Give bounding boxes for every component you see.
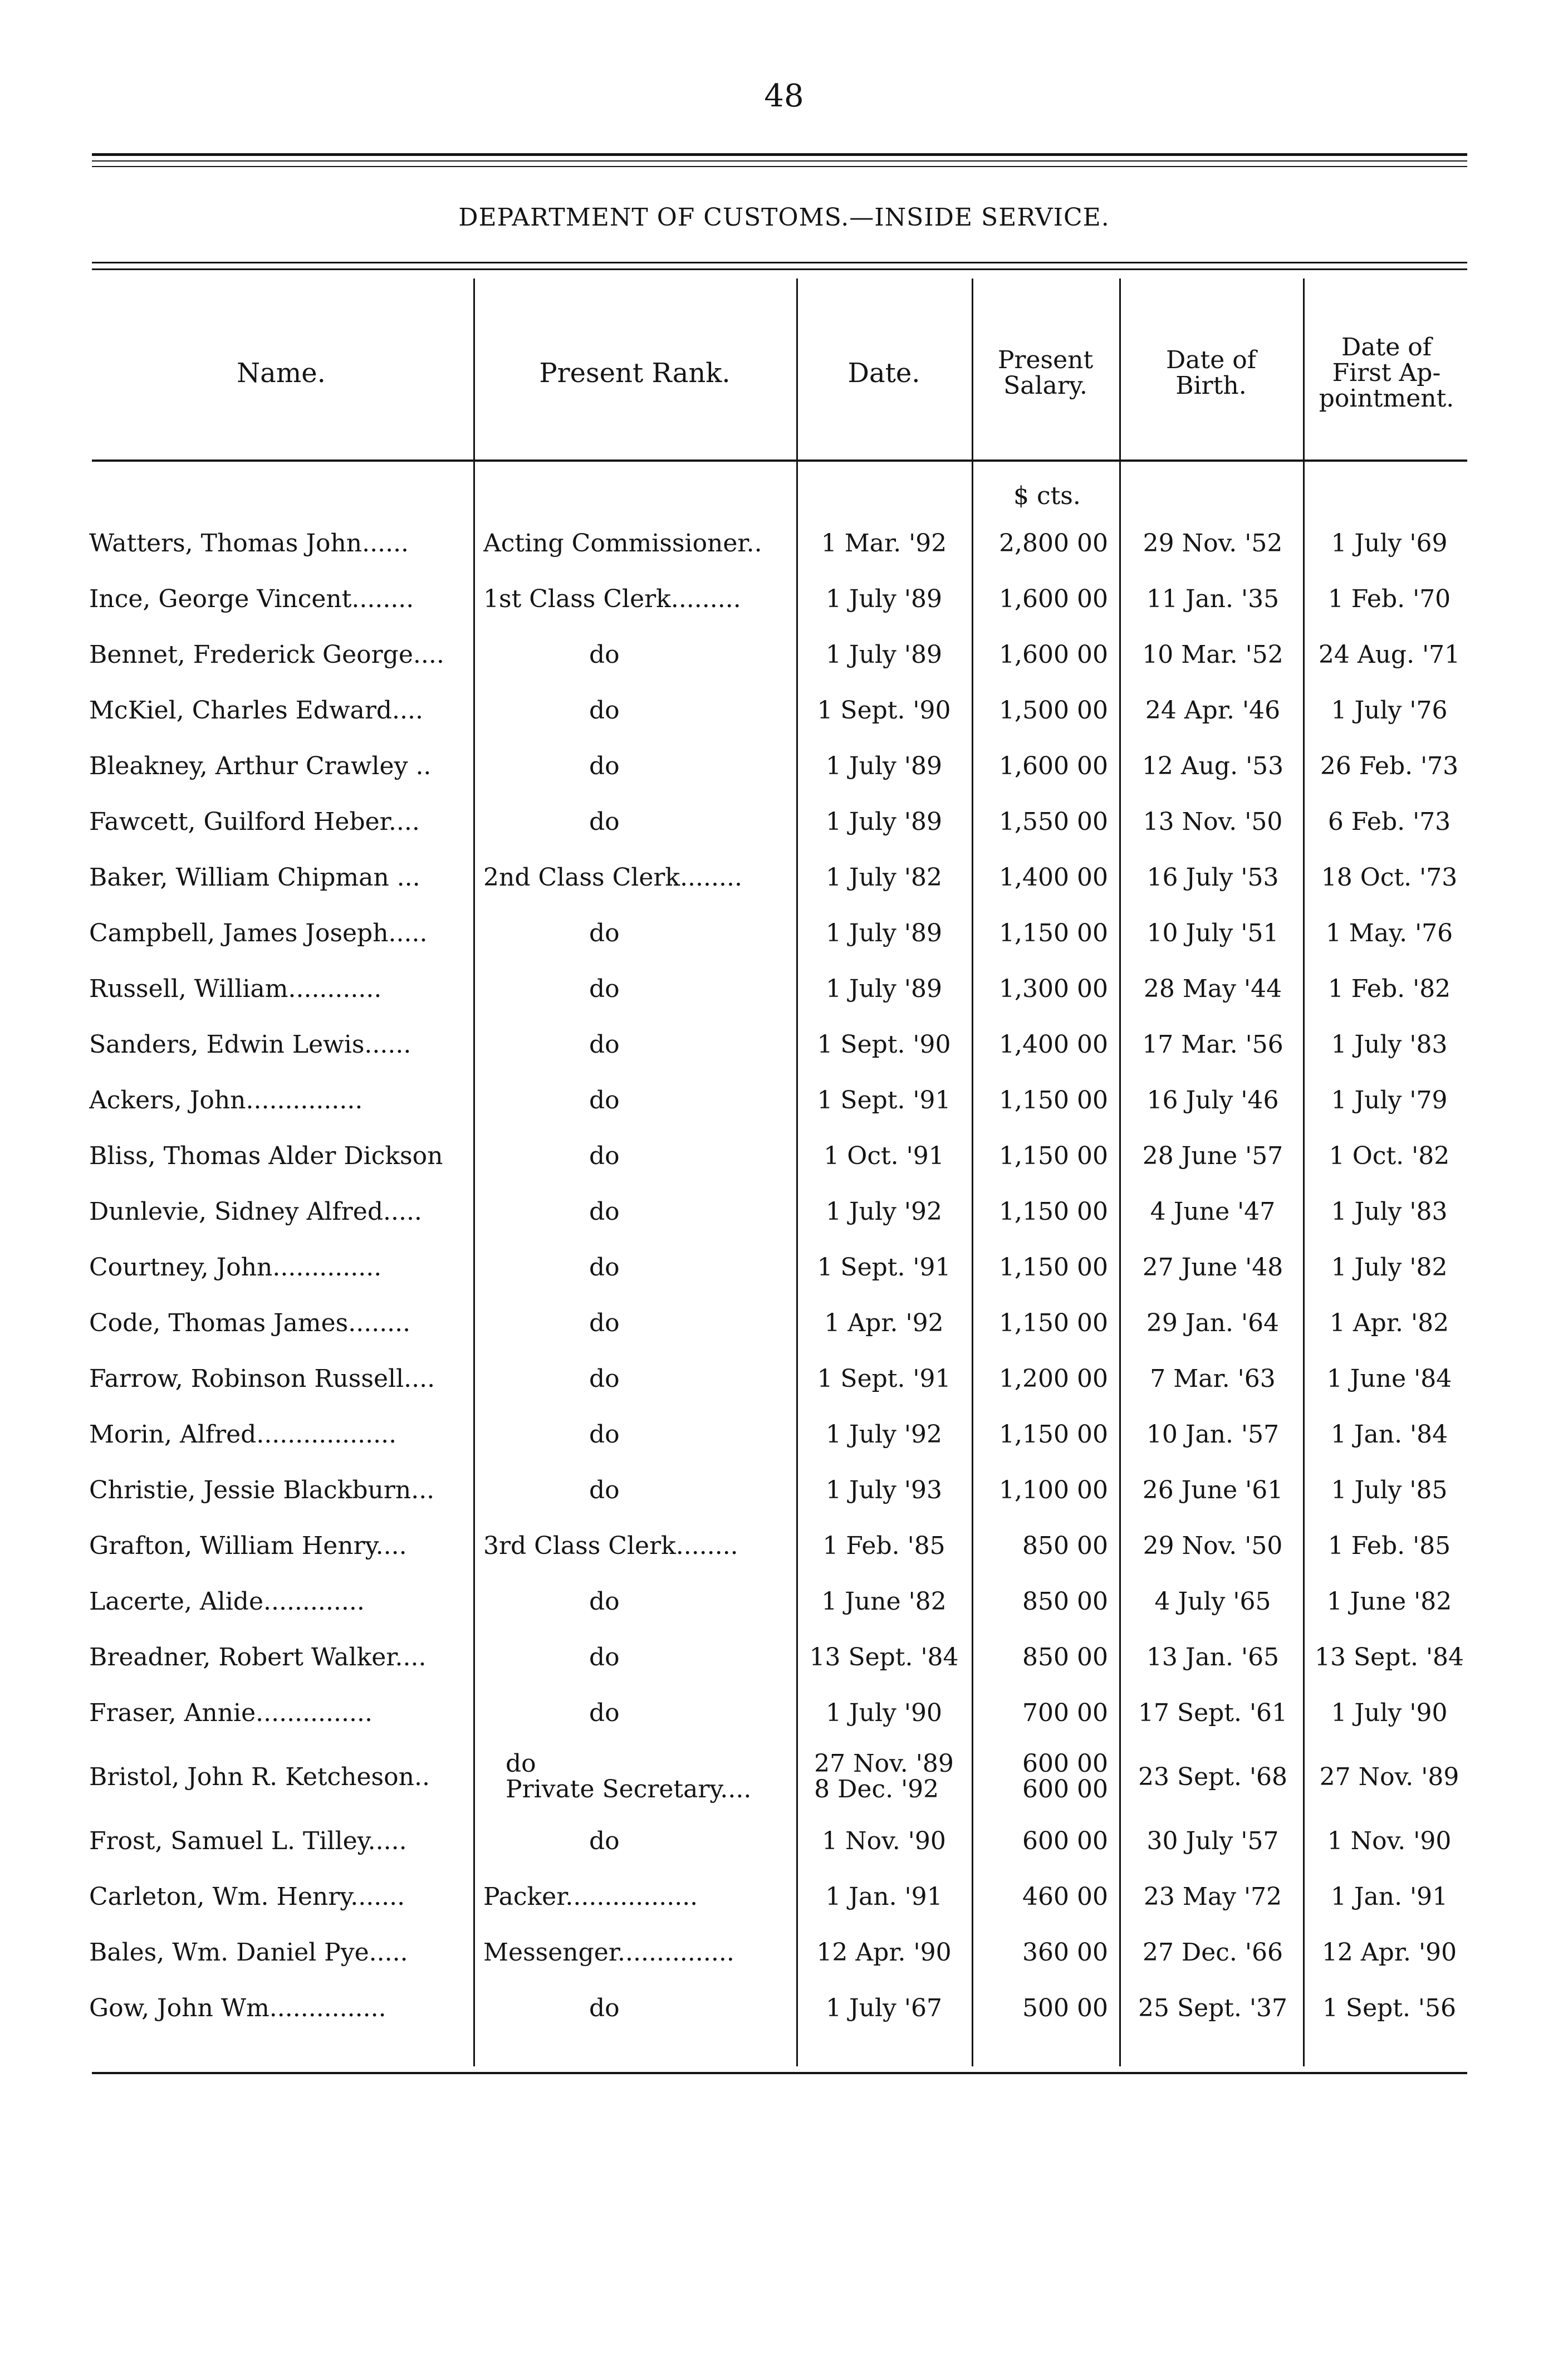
rank-date: 1 Oct. '91 — [824, 1141, 944, 1170]
present-rank: Messenger............... — [483, 1938, 734, 1967]
first-appointment: 18 Oct. '73 — [1321, 863, 1458, 892]
employee-name: Bennet, Frederick George.... — [89, 640, 444, 669]
first-appointment: 1 Feb. '82 — [1327, 974, 1451, 1003]
present-rank: 2nd Class Clerk........ — [483, 863, 742, 892]
employee-name: Courtney, John.............. — [89, 1253, 382, 1282]
table-row — [0, 1128, 1568, 1184]
present-rank: do — [589, 1643, 620, 1671]
present-salary: 1,600 00 — [999, 640, 1108, 669]
present-rank — [483, 1741, 792, 1813]
first-appointment: 1 July '76 — [1331, 696, 1448, 725]
table-row — [0, 1813, 1568, 1869]
date-of-birth: 24 Apr. '46 — [1145, 696, 1281, 725]
rank-date — [807, 1741, 961, 1813]
date-of-birth: 28 May '44 — [1143, 974, 1282, 1003]
rank-date: 1 July '89 — [826, 640, 942, 669]
date-of-birth: 11 Jan. '35 — [1146, 584, 1280, 613]
header-top-rule — [92, 262, 1467, 263]
table-row — [0, 905, 1568, 961]
rank-date: 1 Mar. '92 — [821, 529, 947, 558]
rank-date: 1 July '92 — [826, 1197, 942, 1226]
rank-date: 13 Sept. '84 — [809, 1643, 959, 1671]
present-rank: do — [589, 696, 620, 725]
first-appointment: 1 Oct. '82 — [1329, 1141, 1450, 1170]
rank-line: do — [506, 1749, 536, 1778]
present-rank: do — [589, 1364, 620, 1393]
date-of-birth: 28 June '57 — [1142, 1141, 1283, 1170]
date-of-birth: 26 June '61 — [1142, 1475, 1283, 1504]
rank-group — [483, 1751, 751, 1802]
date-of-birth: 13 Jan. '65 — [1146, 1643, 1280, 1671]
rank-date: 1 Sept. '90 — [817, 1030, 951, 1059]
present-rank: do — [589, 751, 620, 780]
present-salary: 1,150 00 — [999, 1086, 1108, 1114]
employee-name: McKiel, Charles Edward.... — [89, 696, 423, 725]
rank-date: 1 July '90 — [826, 1698, 942, 1727]
rank-date: 1 July '89 — [826, 751, 942, 780]
present-rank: 1st Class Clerk......... — [483, 584, 741, 613]
first-appointment: 1 June '84 — [1326, 1364, 1452, 1393]
date-of-birth: 27 June '48 — [1142, 1253, 1283, 1282]
rank-date: 1 Feb. '85 — [822, 1531, 945, 1560]
present-salary: 1,150 00 — [999, 1420, 1108, 1449]
present-salary: 360 00 — [1022, 1938, 1108, 1967]
first-appointment: 1 July '83 — [1331, 1197, 1448, 1226]
present-salary: 1,150 00 — [999, 1308, 1108, 1337]
date-of-birth: 10 Mar. '52 — [1142, 640, 1283, 669]
date-of-birth: 13 Nov. '50 — [1143, 807, 1283, 836]
date-of-birth: 23 May '72 — [1143, 1882, 1282, 1911]
employee-name: Dunlevie, Sidney Alfred..... — [89, 1197, 422, 1226]
present-salary: 1,150 00 — [999, 1141, 1108, 1170]
date-of-birth: 29 Nov. '50 — [1143, 1531, 1283, 1560]
top-rule — [92, 153, 1467, 156]
first-appointment: 1 Feb. '70 — [1327, 584, 1451, 613]
employee-name: Russell, William............ — [89, 974, 382, 1003]
table-row — [0, 1629, 1568, 1685]
salary-group — [1022, 1751, 1108, 1802]
present-rank: Packer................. — [483, 1882, 698, 1911]
rank-date: 1 July '89 — [826, 918, 942, 947]
date-of-birth: 27 Dec. '66 — [1143, 1938, 1283, 1967]
date-line: 8 Dec. '92 — [814, 1775, 939, 1803]
header-name: Name. — [237, 358, 326, 389]
present-salary — [980, 1741, 1108, 1813]
present-salary: 1,500 00 — [999, 696, 1108, 725]
present-rank: 3rd Class Clerk........ — [483, 1531, 738, 1560]
employee-name: Lacerte, Alide............. — [89, 1587, 365, 1616]
present-salary: 2,800 00 — [999, 529, 1108, 558]
table-bottom-rule — [92, 2072, 1467, 2074]
present-salary: 1,550 00 — [999, 807, 1108, 836]
first-appointment: 13 Sept. '84 — [1314, 1643, 1464, 1671]
employee-name: Fraser, Annie............... — [89, 1698, 373, 1727]
present-salary: 1,200 00 — [999, 1364, 1108, 1393]
header-bottom-rule — [92, 460, 1467, 462]
present-rank: do — [589, 1141, 620, 1170]
rank-date: 1 July '89 — [826, 584, 942, 613]
table-row — [0, 1016, 1568, 1072]
present-rank: do — [589, 1086, 620, 1114]
date-of-birth: 29 Jan. '64 — [1146, 1308, 1280, 1337]
rank-line: Private Secretary.... — [506, 1775, 752, 1803]
present-salary: 1,600 00 — [999, 751, 1108, 780]
present-salary: 500 00 — [1022, 1993, 1108, 2022]
employee-name: Bleakney, Arthur Crawley .. — [89, 751, 432, 780]
table-row — [0, 1351, 1568, 1406]
first-appointment: 1 Nov. '90 — [1327, 1826, 1452, 1855]
first-appointment: 1 Sept. '56 — [1322, 1993, 1457, 2022]
present-salary: 850 00 — [1022, 1531, 1108, 1560]
table-row — [0, 738, 1568, 794]
table-row — [0, 571, 1568, 627]
header-rank: Present Rank. — [539, 358, 731, 389]
present-rank: do — [589, 807, 620, 836]
table-row — [0, 849, 1568, 905]
rank-date: 1 Sept. '91 — [817, 1086, 951, 1114]
table-row — [0, 1924, 1568, 1980]
present-salary: 600 00 — [1022, 1826, 1108, 1855]
present-rank: do — [589, 1475, 620, 1504]
present-rank: do — [589, 918, 620, 947]
first-appointment: 27 Nov. '89 — [1319, 1762, 1459, 1791]
table-row — [0, 961, 1568, 1016]
rank-date: 1 Sept. '91 — [817, 1364, 951, 1393]
date-of-birth: 29 Nov. '52 — [1143, 529, 1283, 558]
first-appointment: 1 July '83 — [1331, 1030, 1448, 1059]
present-rank: do — [589, 1587, 620, 1616]
page-title: DEPARTMENT OF CUSTOMS.—INSIDE SERVICE. — [458, 203, 1110, 232]
top-rule-thin-2 — [92, 166, 1467, 167]
present-rank: Acting Commissioner.. — [483, 529, 762, 558]
present-rank: do — [589, 1253, 620, 1282]
employee-name: Code, Thomas James........ — [89, 1308, 411, 1337]
employee-name: Bristol, John R. Ketcheson.. — [89, 1762, 430, 1791]
date-group — [814, 1751, 954, 1802]
present-rank: do — [589, 1420, 620, 1449]
date-of-birth: 16 July '46 — [1146, 1086, 1279, 1114]
present-salary: 1,150 00 — [999, 918, 1108, 947]
present-rank: do — [589, 974, 620, 1003]
first-appointment: 24 Aug. '71 — [1318, 640, 1461, 669]
present-rank: do — [589, 1030, 620, 1059]
table-row — [0, 1072, 1568, 1128]
present-salary: 1,150 00 — [999, 1197, 1108, 1226]
present-salary: 1,100 00 — [999, 1475, 1108, 1504]
table-row — [0, 1869, 1568, 1924]
employee-name: Sanders, Edwin Lewis...... — [89, 1030, 411, 1059]
first-appointment: 1 Jan. '84 — [1330, 1420, 1448, 1449]
employee-name: Farrow, Robinson Russell.... — [89, 1364, 435, 1393]
rank-date: 1 Sept. '91 — [817, 1253, 951, 1282]
table-row — [0, 1980, 1568, 2036]
table-row — [0, 627, 1568, 682]
employee-name: Gow, John Wm............... — [89, 1993, 386, 2022]
first-appointment: 1 July '69 — [1331, 529, 1448, 558]
first-appointment: 1 July '85 — [1331, 1475, 1448, 1504]
table-row — [0, 1685, 1568, 1741]
present-salary: 1,400 00 — [999, 863, 1108, 892]
employee-name: Ackers, John............... — [89, 1086, 363, 1114]
first-appointment: 1 July '90 — [1331, 1698, 1448, 1727]
header-top-rule-2 — [92, 268, 1467, 270]
present-salary: 850 00 — [1022, 1587, 1108, 1616]
rank-date: 1 July '89 — [826, 807, 942, 836]
page-number: 48 — [764, 78, 804, 114]
first-appointment: 12 Apr. '90 — [1321, 1938, 1457, 1967]
first-appointment: 1 May. '76 — [1325, 918, 1453, 947]
salary-line: 600 00 — [1022, 1749, 1108, 1778]
employee-name: Morin, Alfred.................. — [89, 1420, 397, 1449]
table-row — [0, 1295, 1568, 1351]
employee-name: Baker, William Chipman ... — [89, 863, 420, 892]
present-salary: 460 00 — [1022, 1882, 1108, 1911]
present-rank: do — [589, 1826, 620, 1855]
employee-name: Frost, Samuel L. Tilley..... — [89, 1826, 407, 1855]
employee-name: Breadner, Robert Walker.... — [89, 1643, 427, 1671]
date-of-birth: 4 July '65 — [1154, 1587, 1271, 1616]
date-of-birth: 12 Aug. '53 — [1141, 751, 1284, 780]
present-rank: do — [589, 1308, 620, 1337]
rank-date: 12 Apr. '90 — [816, 1938, 952, 1967]
top-rule-thin — [92, 160, 1467, 162]
table-row — [0, 1184, 1568, 1239]
employee-name: Carleton, Wm. Henry....... — [89, 1882, 405, 1911]
present-salary: 700 00 — [1022, 1698, 1108, 1727]
first-appointment: 1 Feb. '85 — [1327, 1531, 1451, 1560]
first-appointment: 6 Feb. '73 — [1327, 807, 1451, 836]
date-of-birth: 10 July '51 — [1146, 918, 1279, 947]
table-row — [0, 1406, 1568, 1462]
employee-name: Campbell, James Joseph..... — [89, 918, 428, 947]
table-row — [0, 1573, 1568, 1629]
rank-date: 1 Nov. '90 — [822, 1826, 946, 1855]
table-row — [0, 515, 1568, 571]
date-of-birth: 17 Sept. '61 — [1138, 1698, 1288, 1727]
employee-name: Christie, Jessie Blackburn... — [89, 1475, 435, 1504]
present-salary: 1,150 00 — [999, 1253, 1108, 1282]
table-row — [0, 1518, 1568, 1573]
first-appointment: 1 July '79 — [1331, 1086, 1448, 1114]
date-of-birth: 10 Jan. '57 — [1146, 1420, 1280, 1449]
present-salary: 1,400 00 — [999, 1030, 1108, 1059]
employee-name: Grafton, William Henry.... — [89, 1531, 407, 1560]
first-appointment: 1 June '82 — [1326, 1587, 1452, 1616]
rank-date: 1 Jan. '91 — [825, 1882, 943, 1911]
present-salary: 850 00 — [1022, 1643, 1108, 1671]
header-date: Date. — [847, 358, 920, 389]
first-appointment: 26 Feb. '73 — [1320, 751, 1459, 780]
date-of-birth: 30 July '57 — [1146, 1826, 1279, 1855]
date-of-birth: 17 Mar. '56 — [1142, 1030, 1283, 1059]
first-appointment: 1 Jan. '91 — [1330, 1882, 1448, 1911]
present-rank: do — [589, 1197, 620, 1226]
table-row — [0, 1239, 1568, 1295]
date-of-birth: 25 Sept. '37 — [1138, 1993, 1288, 2022]
employee-name: Bales, Wm. Daniel Pye..... — [89, 1938, 408, 1967]
present-rank: do — [589, 640, 620, 669]
rank-date: 1 June '82 — [821, 1587, 947, 1616]
present-rank: do — [589, 1993, 620, 2022]
table-row — [0, 794, 1568, 849]
present-salary: 1,300 00 — [999, 974, 1108, 1003]
date-of-birth: 16 July '53 — [1146, 863, 1279, 892]
table-row — [0, 1741, 1568, 1813]
header-salary: Present Salary. — [997, 346, 1094, 400]
date-of-birth: 4 June '47 — [1150, 1197, 1276, 1226]
present-rank: do — [589, 1698, 620, 1727]
header-first-appointment: Date of First Ap- pointment. — [1319, 333, 1454, 413]
rank-date: 1 Sept. '90 — [817, 696, 951, 725]
salary-line: 600 00 — [1022, 1775, 1108, 1803]
employee-name: Ince, George Vincent........ — [89, 584, 414, 613]
table-row — [0, 1462, 1568, 1518]
first-appointment: 1 July '82 — [1331, 1253, 1448, 1282]
employee-name: Fawcett, Guilford Heber.... — [89, 807, 420, 836]
employee-name: Bliss, Thomas Alder Dickson — [89, 1141, 443, 1170]
rank-date: 1 Apr. '92 — [824, 1308, 944, 1337]
rank-date: 1 July '92 — [826, 1420, 942, 1449]
rank-date: 1 July '89 — [826, 974, 942, 1003]
rank-date: 1 July '67 — [826, 1993, 942, 2022]
date-of-birth: 23 Sept. '68 — [1138, 1762, 1288, 1791]
present-salary: 1,600 00 — [999, 584, 1108, 613]
date-line: 27 Nov. '89 — [814, 1749, 954, 1778]
salary-units: $ cts. — [1013, 482, 1081, 510]
date-of-birth: 7 Mar. '63 — [1150, 1364, 1276, 1393]
first-appointment: 1 Apr. '82 — [1329, 1308, 1449, 1337]
rank-date: 1 July '82 — [826, 863, 942, 892]
rank-date: 1 July '93 — [826, 1475, 942, 1504]
employee-name: Watters, Thomas John...... — [89, 529, 409, 558]
table-row — [0, 682, 1568, 738]
header-birth: Date of Birth. — [1166, 346, 1256, 400]
